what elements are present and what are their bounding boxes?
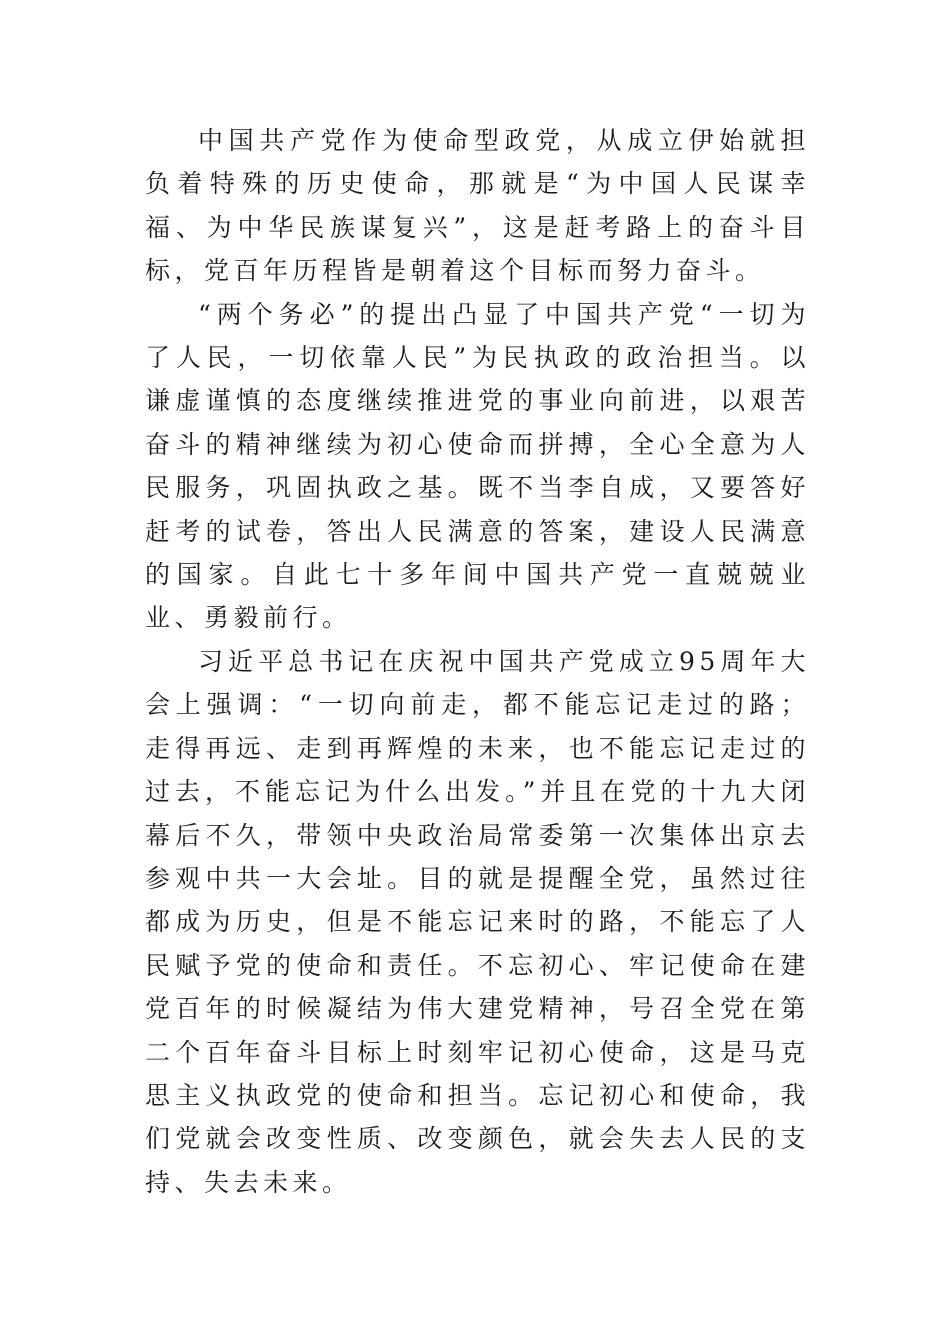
paragraph-1: 中国共产党作为使命型政党，从成立伊始就担负着特殊的历史使命，那就是“为中国人民谋幸福、为中华民族谋复兴”，这是赶考路上的奋斗目标，党百年历程皆是朝着这个目标而努力奋斗。: [145, 126, 810, 286]
document-body: [145, 119, 810, 1204]
paragraph-3: 习近平总书记在庆祝中国共产党成立95周年大会上强调：“一切向前走，都不能忘记走过的路；走得再远、走到再辉煌的未来，也不能忘记走过的过去，不能忘记为什么出发。”并且在党的十九大闭幕后不久，带领中央政治局常委第一次集体出京去参观中共一大会址。目的就是提醒全党，虽然过往都成为历史，但是不能忘记来时的路，不能忘了人民赋予党的使命和责任。不忘初心、牢记使命在建党百年的时候凝结为伟大建党精神，号召全党在第二个百年奋斗目标上时刻牢记初心使命，这是马克思主义执政党的使命和担当。忘记初心和使命，我们党就会改变性质、改变颜色，就会失去人民的支持、失去未来。: [145, 646, 810, 1197]
paragraph-2: “两个务必”的提出凸显了中国共产党“一切为了人民，一切依靠人民”为民执政的政治担当。以谦虚谨慎的态度继续推进党的事业向前进，以艰苦奋斗的精神继续为初心使命而拼搏，全心全意为人民服务，巩固执政之基。既不当李自成，又要答好赶考的试卷，答出人民满意的答案，建设人民满意的国家。自此七十多年间中国共产党一直兢兢业业、勇毅前行。: [145, 299, 810, 633]
